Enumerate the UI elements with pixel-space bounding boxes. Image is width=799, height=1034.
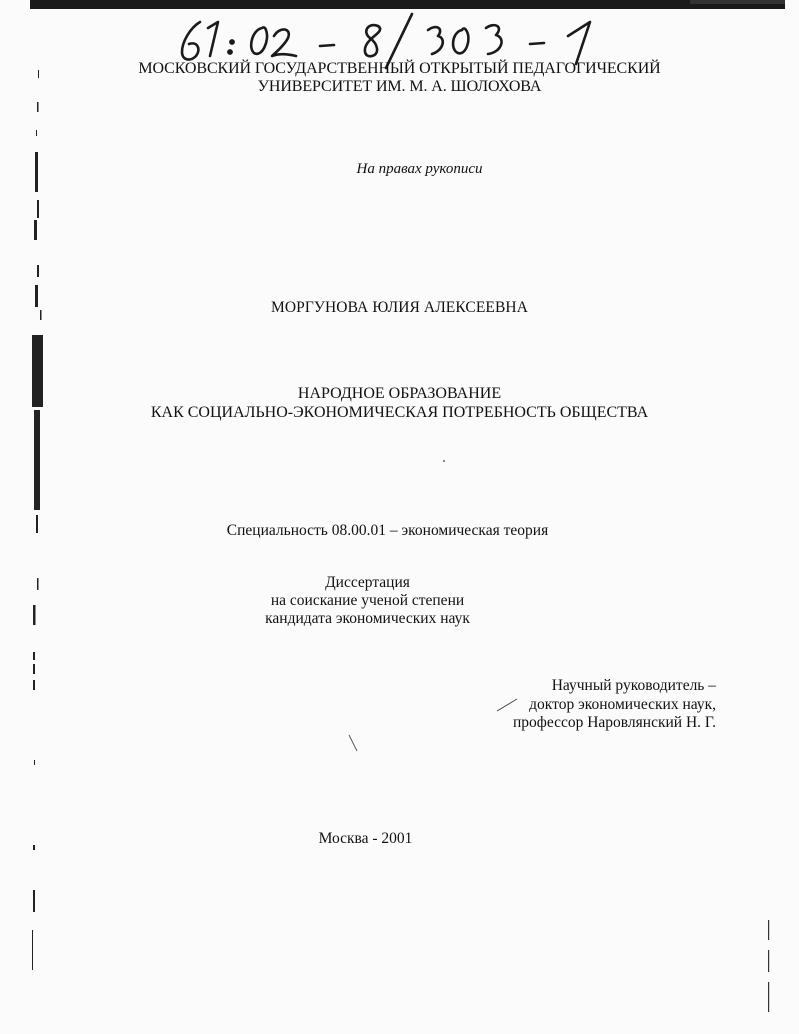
degree-line-1: Диссертация <box>325 574 410 591</box>
institution-line-1: МОСКОВСКИЙ ГОСУДАРСТВЕННЫЙ ОТКРЫТЫЙ ПЕДАГОГИЧЕСКИЙ <box>138 60 661 77</box>
scan-edge-marks-right <box>755 900 775 1020</box>
title-line-1: НАРОДНОЕ ОБРАЗОВАНИЕ <box>297 385 502 402</box>
degree-line-3: кандидата экономических наук <box>265 610 470 627</box>
scientific-advisor <box>420 677 716 733</box>
advisor-line-3: профессор Наровлянский Н. Г. <box>513 714 716 731</box>
dissertation-degree <box>0 574 767 628</box>
institution-name <box>0 60 799 96</box>
specialty-line: Специальность 08.00.01 – экономическая теория <box>226 522 549 539</box>
degree-line-2: на соискание ученой степени <box>270 592 465 609</box>
scan-binding-marks-left <box>28 60 48 990</box>
institution-line-2: УНИВЕРСИТЕТ ИМ. М. А. ШОЛОХОВА <box>257 78 542 95</box>
scan-top-border-right <box>690 0 785 4</box>
dissertation-title <box>0 384 799 422</box>
scan-dust-dot <box>443 460 445 462</box>
title-line-2: КАК СОЦИАЛЬНО-ЭКОНОМИЧЕСКАЯ ПОТРЕБНОСТЬ ОБЩЕСТВА <box>150 404 649 421</box>
author-name: МОРГУНОВА ЮЛИЯ АЛЕКСЕЕВНА <box>270 299 529 316</box>
stray-pen-mark <box>495 695 535 715</box>
stray-pen-mark-2 <box>345 733 365 755</box>
advisor-line-1: Научный руководитель – <box>551 677 716 694</box>
city-year: Москва - 2001 <box>318 830 413 847</box>
advisor-line-2: доктор экономических наук, <box>529 695 716 713</box>
manuscript-rights-label: На правах рукописи <box>356 161 483 177</box>
